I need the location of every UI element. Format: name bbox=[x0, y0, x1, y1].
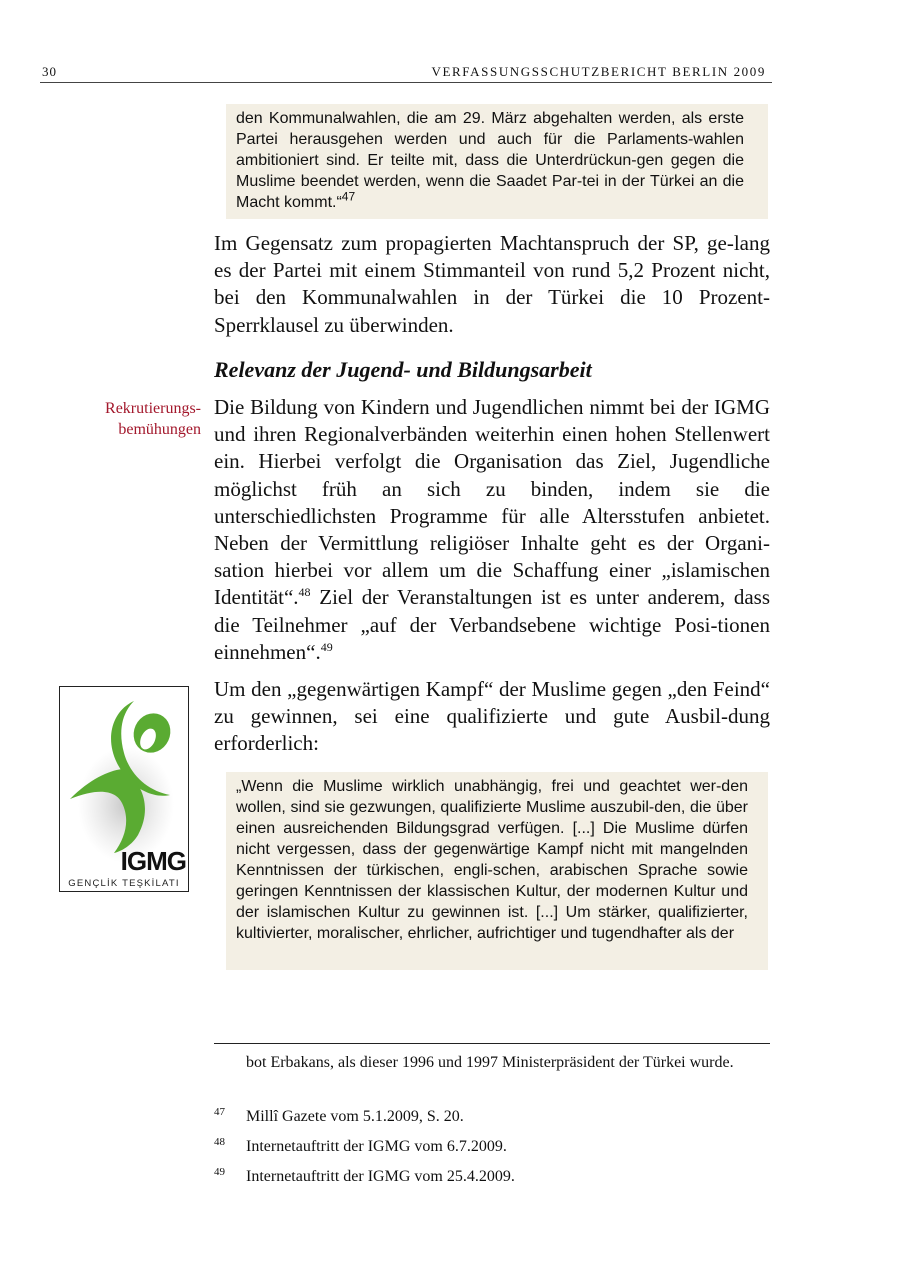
footnote-number: 48 bbox=[214, 1136, 225, 1148]
quote-2-text: „Wenn die Muslime wirklich unabhängig, frei und geachtet wer-den wollen, sind sie gezwungen, qualifizierte Muslime auszubil-den, die über einen ausreichenden Bildungsgrad verfügen. [...] Die Muslime dürfen nicht vergessen, dass der gegenwärtige Kampf nicht mit mangelnden Kenntnissen der türkischen, engli-schen, arabischen Sprache sowie geringen Kenntnissen der klassischen Kultur, der modernen Kultur und der islamischen Kultur zu gewinnen ist. [...] Um stärker, qualifizierter, kultivierter, moralischer, ehrlicher, aufrichtiger und tugendhafter als der bbox=[236, 778, 748, 942]
footnote-text: Internetauftritt der IGMG vom 6.7.2009. bbox=[246, 1138, 507, 1155]
logo-brand-text: IGMG bbox=[120, 846, 186, 876]
footnote-text: Millî Gazete vom 5.1.2009, S. 20. bbox=[246, 1108, 464, 1125]
footnote-continuation: bot Erbakans, als dieser 1996 und 1997 Ministerpräsident der Türkei wurde. bbox=[246, 1054, 734, 1071]
quote-box-2 bbox=[226, 772, 768, 970]
margin-note-line-2: bemühungen bbox=[118, 421, 201, 438]
footnote-ref-49[interactable]: 49 bbox=[320, 639, 333, 654]
page-number: 30 bbox=[42, 64, 57, 79]
footnote-ref-48[interactable]: 48 bbox=[298, 585, 311, 600]
paragraph-2 bbox=[214, 394, 770, 666]
paragraph-3-text: Um den „gegenwärtigen Kampf“ der Muslime gegen „den Feind“ zu gewinnen, sei eine qualifizierte und gute Ausbil-dung erforderlich: bbox=[214, 677, 770, 756]
section-heading: Relevanz der Jugend- und Bildungsarbeit bbox=[214, 357, 592, 382]
footnote-number: 47 bbox=[214, 1106, 225, 1118]
paragraph-1 bbox=[214, 230, 770, 339]
paragraph-2-part-1: Die Bildung von Kindern und Jugendlichen nimmt bei der IGMG und ihren Regionalverbänden weiterhin einen hohen Stellenwert ein. Hierbei verfolgt die Organisation das Ziel, Jugendliche möglichst früh an sich zu binden, indem sie die unterschiedlichsten Programme für alle Altersstufen anbietet. Neben der Vermittlung religiöser Inhalte geht es der Organi-sation hierbei vor allem um die Schaffung einer „islamischen Identität“. bbox=[214, 395, 770, 610]
paragraph-2-text bbox=[214, 394, 770, 666]
quote-1-text bbox=[236, 108, 744, 213]
margin-note bbox=[41, 398, 201, 440]
quote-1-body: den Kommunalwahlen, die am 29. März abgehalten werden, als erste Partei herausgehen werden und auch für die Parlaments-wahlen ambitioniert sind. Er teilte mit, dass die Unterdrückun-gen gegen die Muslime beendet werden, wenn die Saadet Par-tei in der Türkei an die Macht kommt.“ bbox=[236, 110, 744, 211]
footnote-text: Internetauftritt der IGMG vom 25.4.2009. bbox=[246, 1168, 515, 1185]
margin-note-line-1: Rekrutierungs- bbox=[105, 400, 201, 417]
page-header bbox=[40, 62, 772, 83]
footnote-separator bbox=[214, 1043, 770, 1044]
paragraph-2-part-2: Ziel der Veranstaltungen ist es unter anderem, dass die Teilnehmer „auf der Verbandsebene wichtige Posi-tionen einnehmen“. bbox=[214, 585, 770, 664]
igmg-logo-graphic bbox=[60, 687, 188, 891]
logo-sub-text: GENÇLİK TEŞKİLATI bbox=[68, 878, 180, 889]
footnote-number: 49 bbox=[214, 1166, 225, 1178]
paragraph-3 bbox=[214, 676, 770, 758]
footnote-ref-47[interactable]: 47 bbox=[341, 189, 356, 204]
igmg-logo bbox=[59, 686, 189, 892]
paragraph-1-text: Im Gegensatz zum propagierten Machtanspruch der SP, ge-lang es der Partei mit einem Stimmanteil von rund 5,2 Prozent nicht, bei den Kommunalwahlen in der Türkei die 10 Prozent-Sperrklausel zu überwinden. bbox=[214, 231, 770, 337]
running-title: VERFASSUNGSSCHUTZBERICHT BERLIN 2009 bbox=[431, 64, 766, 79]
quote-box-1 bbox=[226, 104, 768, 219]
